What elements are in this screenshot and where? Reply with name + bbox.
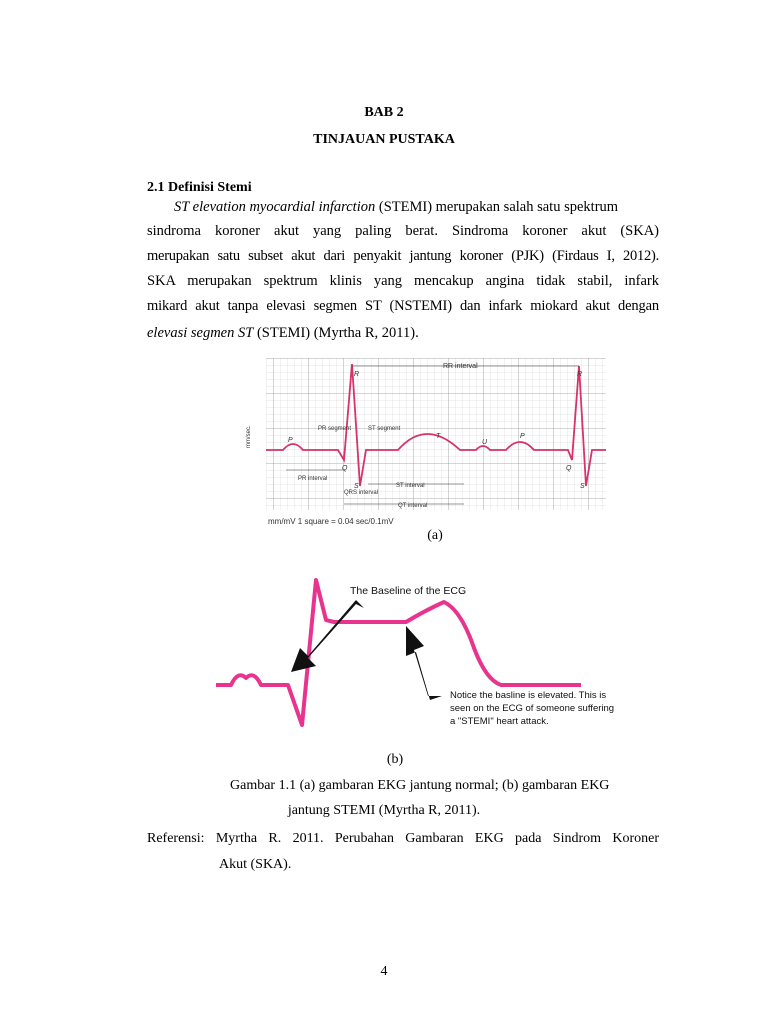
elevasi-italic: elevasi segmen ST [147, 325, 254, 341]
s-wave-label-2: S [580, 483, 585, 490]
paragraph-line-2: sindroma koroner akut yang paling berat. Sindroma koroner akut (SKA) [147, 223, 659, 239]
figure-a-ecg-normal [238, 358, 606, 528]
qrs-interval-label: QRS interval [344, 490, 379, 496]
figure-caption-line-2: jantung STEMI (Myrtha R, 2011). [287, 803, 481, 818]
q-wave-label-1: Q [342, 465, 348, 472]
term-italic: ST elevation myocardial infarction [174, 199, 376, 215]
section-heading: 2.1 Definisi Stemi [147, 180, 252, 195]
elevation-arrow [406, 626, 442, 700]
elevated-note-line-3: a "STEMI" heart attack. [450, 716, 549, 727]
paragraph-line-3: merupakan satu subset akut dari penyakit jantung koroner (PJK) (Firdaus I, 2012). [147, 248, 659, 264]
r-wave-label-2: R [577, 371, 583, 378]
baseline-note: The Baseline of the ECG [350, 585, 467, 597]
reference-line-1: Referensi: Myrtha R. 2011. Perubahan Gambaran EKG pada Sindrom Koroner [147, 831, 659, 846]
p-wave-label-1: P [288, 437, 293, 444]
figure-a-label: (a) [427, 528, 443, 543]
rr-interval-label: RR interval [443, 363, 478, 370]
elevated-note-line-2: seen on the ECG of someone suffering [450, 703, 615, 714]
axis-unit-label: mm/sec. [246, 425, 252, 448]
st-segment-label: ST segment [368, 426, 401, 432]
figure-b-label: (b) [386, 752, 404, 767]
elevated-note-line-1: Notice the basline is elevated. This is [450, 690, 607, 701]
paragraph-line-1 [147, 194, 659, 220]
figure-b-ecg-stemi [216, 560, 654, 738]
figure-caption-line-1: Gambar 1.1 (a) gambaran EKG jantung normal; (b) gambaran EKG [230, 778, 610, 793]
paragraph-line-6 [147, 320, 659, 346]
st-interval-label: ST interval [396, 483, 425, 489]
paragraph-line-5: mikard akut tanpa elevasi segmen ST (NSTEMI) dan infark miokard akut dengan [147, 298, 659, 314]
baseline-arrow [291, 600, 364, 672]
s-wave-label-1: S [354, 483, 359, 490]
figure-a-scale-note: mm/mV 1 square = 0.04 sec/0.1mV [268, 517, 394, 526]
line6-rest: (STEMI) (Myrtha R, 2011). [253, 325, 419, 341]
page-number: 4 [380, 964, 388, 979]
p-wave-label-2: P [520, 433, 525, 440]
pr-segment-label: PR segment [318, 426, 352, 432]
line1-rest: (STEMI) merupakan salah satu spektrum [375, 199, 619, 215]
r-wave-label-1: R [354, 371, 360, 378]
pr-interval-label: PR interval [298, 476, 328, 482]
u-wave-label: U [482, 439, 488, 446]
q-wave-label-2: Q [566, 465, 572, 472]
paragraph-line-4: SKA merupakan spektrum klinis yang mencakup angina tidak stabil, infark [147, 273, 659, 289]
chapter-number: BAB 2 [364, 105, 404, 120]
chapter-title: TINJAUAN PUSTAKA [313, 132, 455, 147]
qt-interval-label: QT interval [398, 503, 428, 509]
t-wave-label: T [436, 433, 441, 440]
reference-line-2: Akut (SKA). [219, 857, 292, 872]
